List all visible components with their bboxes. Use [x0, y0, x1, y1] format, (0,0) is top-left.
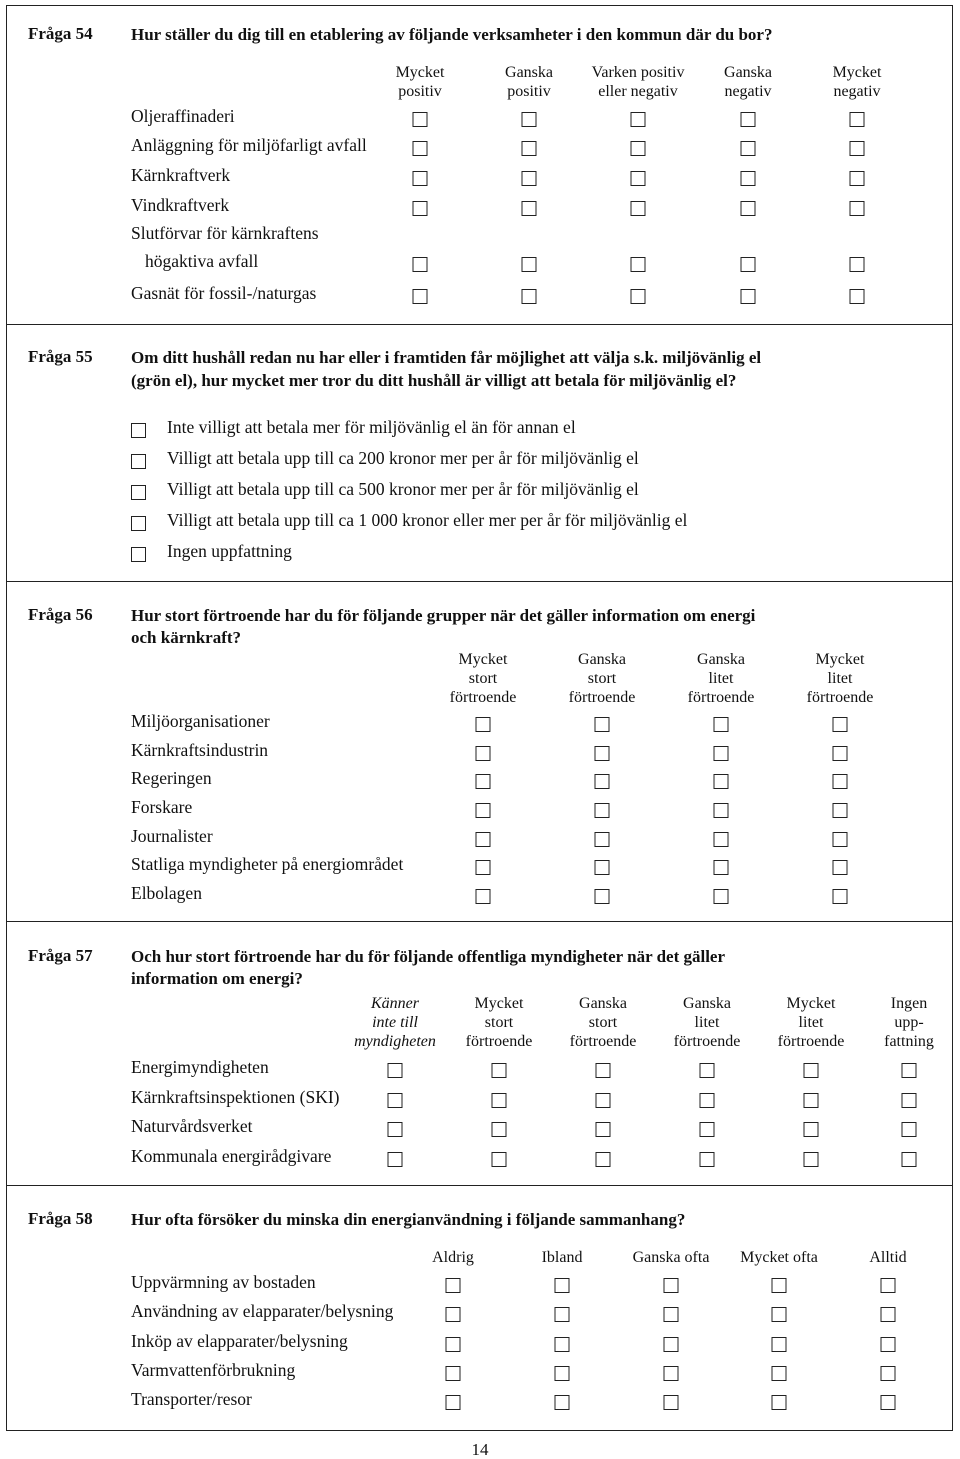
checkbox[interactable]	[596, 1063, 611, 1078]
column-header	[807, 650, 874, 707]
checkbox[interactable]	[881, 1395, 896, 1410]
checkbox[interactable]	[664, 1278, 679, 1293]
checkbox[interactable]	[131, 547, 146, 562]
checkbox[interactable]	[476, 860, 491, 875]
row-label: Statliga myndigheter på energiområdet	[131, 854, 404, 874]
checkbox[interactable]	[714, 832, 729, 847]
column-header	[354, 994, 436, 1051]
row-label: Journalister	[131, 826, 213, 846]
column-header-line: Känner	[371, 995, 419, 1012]
checkbox[interactable]	[833, 774, 848, 789]
checkbox[interactable]	[522, 289, 537, 304]
row-label: Kärnkraftsindustrin	[131, 740, 269, 760]
checkbox[interactable]	[446, 1337, 461, 1352]
checkbox[interactable]	[476, 746, 491, 761]
checkbox[interactable]	[413, 257, 428, 272]
question-56-text-line2: och kärnkraft?	[131, 628, 242, 647]
checkbox[interactable]	[772, 1366, 787, 1381]
column-header-line: Ganska ofta	[632, 1249, 710, 1266]
question-58-label: Fråga 58	[28, 1209, 93, 1228]
option-label: Villigt att betala upp till ca 500 kronor mer per år för miljövänlig el	[167, 479, 639, 499]
checkbox[interactable]	[700, 1122, 715, 1137]
column-header-line: Mycket	[832, 64, 882, 81]
checkbox[interactable]	[388, 1063, 403, 1078]
separator	[6, 581, 953, 582]
column-header-line: förtroende	[687, 689, 755, 706]
column-header-line: Ganska	[578, 651, 626, 668]
column-header	[633, 1248, 710, 1267]
column-header	[570, 994, 637, 1051]
checkbox[interactable]	[131, 485, 146, 500]
column-header-line: upp-	[894, 1014, 924, 1031]
checkbox[interactable]	[714, 889, 729, 904]
column-header-line: Mycket	[815, 651, 865, 668]
checkbox[interactable]	[522, 141, 537, 156]
checkbox[interactable]	[804, 1093, 819, 1108]
column-header	[542, 1248, 583, 1267]
column-header-line: inte till	[372, 1014, 418, 1031]
column-header-line: Mycket	[395, 64, 445, 81]
row-label: Kärnkraftverk	[131, 165, 231, 185]
checkbox[interactable]	[446, 1307, 461, 1322]
checkbox[interactable]	[631, 289, 646, 304]
column-header-line: förtroende	[777, 1033, 845, 1050]
column-header-line: litet	[708, 670, 734, 687]
column-header-line: Mycket	[458, 651, 508, 668]
checkbox[interactable]	[522, 257, 537, 272]
checkbox[interactable]	[555, 1307, 570, 1322]
row-label: Oljeraffinaderi	[131, 106, 235, 126]
checkbox[interactable]	[492, 1152, 507, 1167]
row-label: Vindkraftverk	[131, 195, 230, 215]
checkbox[interactable]	[833, 832, 848, 847]
checkbox[interactable]	[555, 1337, 570, 1352]
checkbox[interactable]	[476, 803, 491, 818]
checkbox[interactable]	[446, 1366, 461, 1381]
checkbox[interactable]	[833, 746, 848, 761]
checkbox[interactable]	[595, 889, 610, 904]
checkbox[interactable]	[804, 1122, 819, 1137]
checkbox[interactable]	[522, 201, 537, 216]
checkbox[interactable]	[833, 717, 848, 732]
column-header-line: Ganska	[697, 651, 745, 668]
column-header-line: Ibland	[541, 1249, 583, 1266]
column-header	[505, 63, 553, 101]
column-header-line: förtroende	[569, 1033, 637, 1050]
checkbox[interactable]	[596, 1152, 611, 1167]
checkbox[interactable]	[714, 746, 729, 761]
checkbox[interactable]	[476, 832, 491, 847]
separator	[6, 921, 953, 922]
option-label: Villigt att betala upp till ca 200 kronor mer per år för miljövänlig el	[167, 448, 639, 468]
column-header	[884, 994, 934, 1051]
checkbox[interactable]	[522, 171, 537, 186]
checkbox[interactable]	[741, 141, 756, 156]
column-header-line: Mycket	[474, 995, 524, 1012]
question-54-text: Hur ställer du dig till en etablering av följande verksamheter i den kommun där du bor?	[131, 25, 773, 44]
checkbox[interactable]	[714, 774, 729, 789]
row-label: Naturvårdsverket	[131, 1116, 253, 1136]
column-header	[833, 63, 882, 101]
checkbox[interactable]	[413, 171, 428, 186]
separator	[6, 1185, 953, 1186]
checkbox[interactable]	[850, 141, 865, 156]
row-label: Kärnkraftsinspektionen (SKI)	[131, 1087, 340, 1107]
column-header	[740, 1248, 818, 1267]
row-label: Inköp av elapparater/belysning	[131, 1331, 348, 1351]
column-header-line: Ganska	[505, 64, 553, 81]
checkbox[interactable]	[631, 112, 646, 127]
row-label: Varmvattenförbrukning	[131, 1360, 296, 1380]
column-header-line: förtroende	[806, 689, 874, 706]
column-header-line: förtroende	[673, 1033, 741, 1050]
column-header	[688, 650, 755, 707]
checkbox[interactable]	[714, 860, 729, 875]
column-header-line: stort	[588, 1014, 618, 1031]
checkbox[interactable]	[833, 803, 848, 818]
checkbox[interactable]	[850, 201, 865, 216]
checkbox[interactable]	[664, 1366, 679, 1381]
checkbox[interactable]	[413, 141, 428, 156]
row-label: högaktiva avfall	[145, 251, 259, 271]
checkbox[interactable]	[631, 257, 646, 272]
checkbox[interactable]	[555, 1278, 570, 1293]
checkbox[interactable]	[902, 1152, 917, 1167]
checkbox[interactable]	[741, 112, 756, 127]
column-header-line: positiv	[507, 83, 551, 100]
checkbox[interactable]	[772, 1337, 787, 1352]
row-label: Anläggning för miljöfarligt avfall	[131, 135, 367, 155]
row-label: Miljöorganisationer	[131, 711, 270, 731]
question-57-text-line2: information om energi?	[131, 969, 303, 988]
column-header	[674, 994, 741, 1051]
row-label: Energimyndigheten	[131, 1057, 269, 1077]
checkbox[interactable]	[595, 832, 610, 847]
column-header-line: Aldrig	[432, 1249, 474, 1266]
checkbox[interactable]	[664, 1307, 679, 1322]
checkbox[interactable]	[741, 201, 756, 216]
checkbox[interactable]	[850, 171, 865, 186]
row-label: Slutförvar för kärnkraftens	[131, 223, 319, 243]
checkbox[interactable]	[596, 1093, 611, 1108]
checkbox[interactable]	[714, 717, 729, 732]
column-header-line: stort	[587, 670, 617, 687]
option-label: Villigt att betala upp till ca 1 000 kronor eller mer per år för miljövänlig el	[167, 510, 688, 530]
row-label: Elbolagen	[131, 883, 202, 903]
column-header-line: förtroende	[465, 1033, 533, 1050]
checkbox[interactable]	[850, 112, 865, 127]
checkbox[interactable]	[631, 141, 646, 156]
checkbox[interactable]	[131, 454, 146, 469]
checkbox[interactable]	[804, 1152, 819, 1167]
question-55-label: Fråga 55	[28, 347, 93, 366]
row-label: Gasnät för fossil-/naturgas	[131, 283, 317, 303]
checkbox[interactable]	[881, 1366, 896, 1381]
column-header-line: Ganska	[724, 64, 772, 81]
question-57-label: Fråga 57	[28, 946, 93, 965]
checkbox[interactable]	[881, 1337, 896, 1352]
checkbox[interactable]	[700, 1063, 715, 1078]
checkbox[interactable]	[555, 1366, 570, 1381]
checkbox[interactable]	[741, 289, 756, 304]
column-header-line: stort	[484, 1014, 514, 1031]
checkbox[interactable]	[631, 201, 646, 216]
page-number: 14	[471, 1440, 489, 1459]
question-56-label: Fråga 56	[28, 605, 93, 624]
checkbox[interactable]	[413, 289, 428, 304]
checkbox[interactable]	[413, 112, 428, 127]
checkbox[interactable]	[476, 717, 491, 732]
column-header-line: Ganska	[683, 995, 731, 1012]
column-header-line: Alltid	[869, 1249, 907, 1266]
checkbox[interactable]	[772, 1278, 787, 1293]
checkbox[interactable]	[413, 201, 428, 216]
checkbox[interactable]	[555, 1395, 570, 1410]
column-header-line: Mycket	[786, 995, 836, 1012]
checkbox[interactable]	[595, 774, 610, 789]
column-header	[592, 63, 685, 101]
question-57-text-line1: Och hur stort förtroende har du för följande offentliga myndigheter när det gäller	[131, 947, 726, 966]
column-header-line: negativ	[724, 83, 772, 100]
column-header-line: förtroende	[449, 689, 517, 706]
row-label: Forskare	[131, 797, 193, 817]
checkbox[interactable]	[388, 1093, 403, 1108]
checkbox[interactable]	[741, 257, 756, 272]
checkbox[interactable]	[714, 803, 729, 818]
column-header-line: litet	[694, 1014, 720, 1031]
column-header-line: stort	[468, 670, 498, 687]
question-55-text-line2: (grön el), hur mycket mer tror du ditt hushåll är villigt att betala för miljövänlig el?	[131, 371, 737, 390]
checkbox[interactable]	[741, 171, 756, 186]
checkbox[interactable]	[595, 717, 610, 732]
column-header-line: negativ	[833, 83, 881, 100]
checkbox[interactable]	[522, 112, 537, 127]
checkbox[interactable]	[772, 1307, 787, 1322]
checkbox[interactable]	[772, 1395, 787, 1410]
column-header-line: litet	[827, 670, 853, 687]
checkbox[interactable]	[850, 289, 865, 304]
column-header-line: myndigheten	[354, 1033, 436, 1050]
checkbox[interactable]	[833, 860, 848, 875]
checkbox[interactable]	[595, 746, 610, 761]
checkbox[interactable]	[902, 1122, 917, 1137]
column-header-line: Ingen	[890, 995, 928, 1012]
checkbox[interactable]	[902, 1063, 917, 1078]
column-header-line: Mycket ofta	[740, 1249, 818, 1266]
column-header	[569, 650, 636, 707]
question-58-text: Hur ofta försöker du minska din energianvändning i följande sammanhang?	[131, 1210, 686, 1229]
checkbox[interactable]	[700, 1152, 715, 1167]
option-label: Inte villigt att betala mer för miljövänlig el än för annan el	[167, 417, 576, 437]
column-header	[778, 994, 845, 1051]
column-header	[396, 63, 445, 101]
column-header	[450, 650, 517, 707]
column-header-line: fattning	[884, 1033, 934, 1050]
column-header	[466, 994, 533, 1051]
row-label: Kommunala energirådgivare	[131, 1146, 332, 1166]
row-label: Uppvärmning av bostaden	[131, 1272, 316, 1292]
column-header-line: Ganska	[579, 995, 627, 1012]
checkbox[interactable]	[664, 1337, 679, 1352]
question-55-text-line1: Om ditt hushåll redan nu har eller i framtiden får möjlighet att välja s.k. miljövänlig el	[131, 348, 762, 367]
column-header-line: eller negativ	[598, 83, 678, 100]
checkbox[interactable]	[492, 1063, 507, 1078]
checkbox[interactable]	[492, 1122, 507, 1137]
checkbox[interactable]	[850, 257, 865, 272]
checkbox[interactable]	[902, 1093, 917, 1108]
option-label: Ingen uppfattning	[167, 541, 292, 561]
checkbox[interactable]	[833, 889, 848, 904]
checkbox[interactable]	[700, 1093, 715, 1108]
checkbox[interactable]	[881, 1307, 896, 1322]
checkbox[interactable]	[131, 423, 146, 438]
column-header-line: Varken positiv	[591, 64, 685, 81]
checkbox[interactable]	[131, 516, 146, 531]
checkbox[interactable]	[596, 1122, 611, 1137]
checkbox[interactable]	[388, 1122, 403, 1137]
checkbox[interactable]	[664, 1395, 679, 1410]
checkbox[interactable]	[804, 1063, 819, 1078]
row-label: Användning av elapparater/belysning	[131, 1301, 394, 1321]
checkbox[interactable]	[388, 1152, 403, 1167]
checkbox[interactable]	[476, 889, 491, 904]
checkbox[interactable]	[492, 1093, 507, 1108]
row-label: Transporter/resor	[131, 1389, 252, 1409]
checkbox[interactable]	[595, 860, 610, 875]
column-header	[869, 1248, 906, 1267]
checkbox[interactable]	[881, 1278, 896, 1293]
checkbox[interactable]	[476, 774, 491, 789]
column-header	[432, 1248, 474, 1267]
question-56-text-line1: Hur stort förtroende har du för följande grupper när det gäller information om energi	[131, 606, 756, 625]
separator	[6, 324, 953, 325]
checkbox[interactable]	[631, 171, 646, 186]
row-label: Regeringen	[131, 768, 212, 788]
column-header-line: positiv	[398, 83, 442, 100]
checkbox[interactable]	[446, 1278, 461, 1293]
checkbox[interactable]	[595, 803, 610, 818]
checkbox[interactable]	[446, 1395, 461, 1410]
column-header	[724, 63, 772, 101]
column-header-line: förtroende	[568, 689, 636, 706]
question-54-label: Fråga 54	[28, 24, 93, 43]
column-header-line: litet	[798, 1014, 824, 1031]
